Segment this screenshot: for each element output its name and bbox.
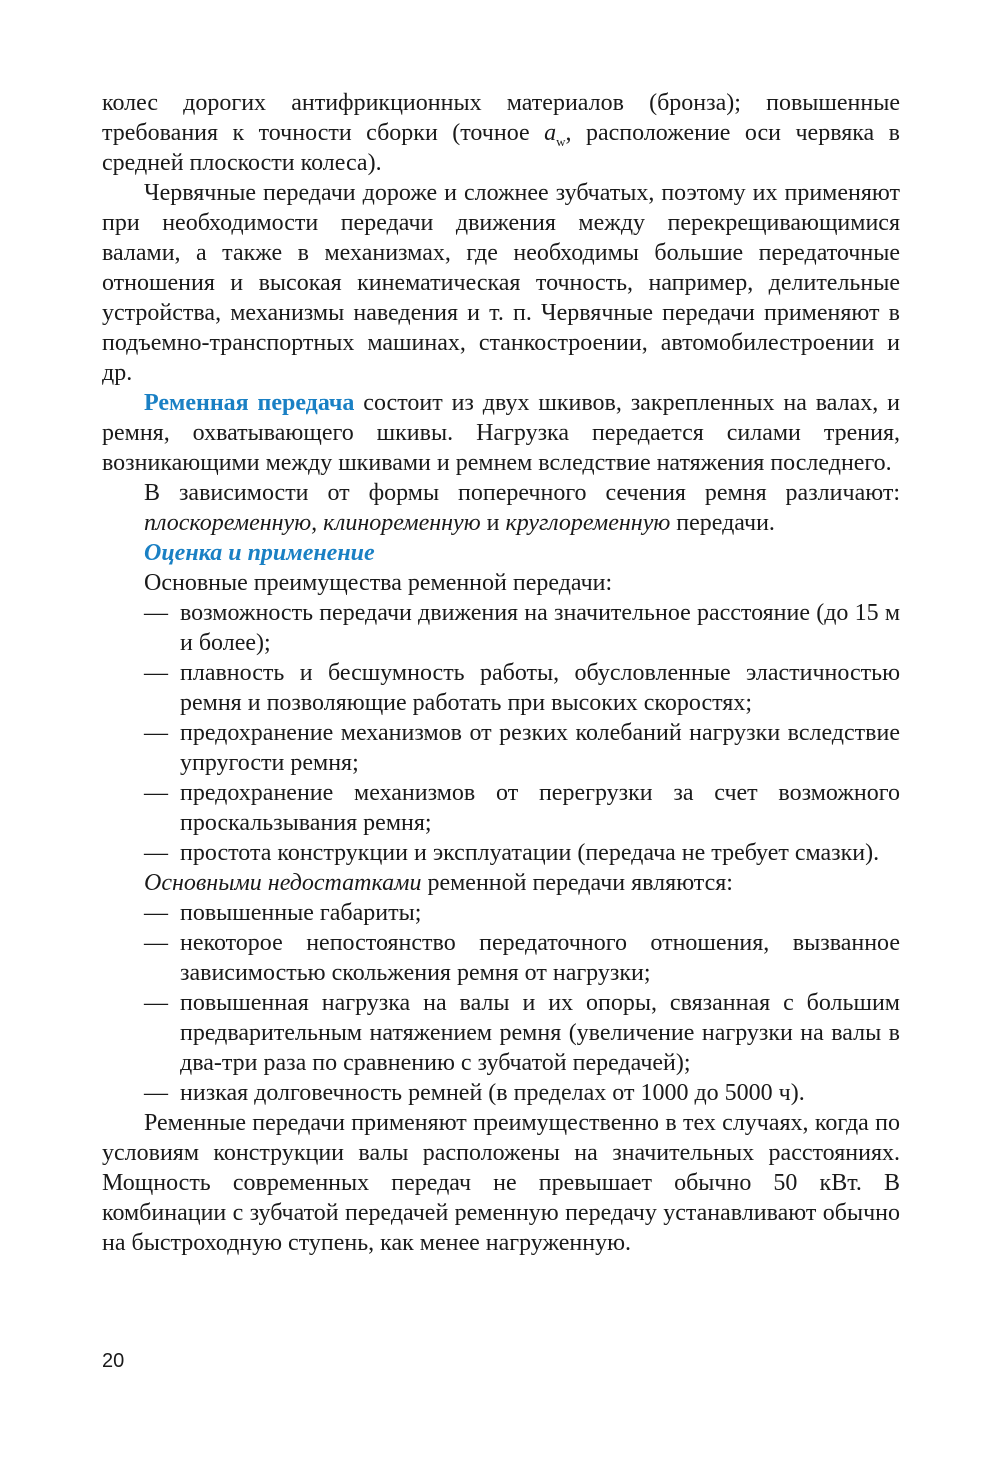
term-belt-drive: Ременная передача <box>144 390 355 416</box>
advantages-list <box>102 598 900 868</box>
list-item: — повышенные габариты; <box>180 898 900 928</box>
paragraph-2: Червячные передачи дороже и сложнее зубчатых, поэтому их применяют при необходимости передачи движения между перекрещивающимися валами, а также в механизмах, где необходимы большие передаточные отношения и высокая кинематическая точность, например, делительные устройства, механизмы наведения и т. п. Червячные передачи применяют в подъемно-транспортных машинах, станкостроении, автомобилестроении и др. <box>102 180 900 386</box>
paragraph-final: Ременные передачи применяют преимущественно в тех случаях, когда по условиям конструкции валы расположены на значительных расстояниях. Мощность современных передач не превышает обычно 50 кВт. В комбинации с зубчатой передачей ременную передачу устанавливают обычно на быстроходную ступень, как менее нагруженную. <box>102 1110 900 1256</box>
list-item: — предохранение механизмов от резких колебаний нагрузки вследствие упругости ремня; <box>180 718 900 778</box>
list-item: — простота конструкции и эксплуатации (передача не требует смазки). <box>180 838 900 868</box>
disadvantages-intro <box>102 868 900 898</box>
paragraph-3 <box>102 388 900 478</box>
paragraph-1-text-b: , расположение оси червяка в средней плоскости колеса). <box>102 120 901 176</box>
paragraph-4-tail: передачи. <box>676 510 775 536</box>
section-subheading: Оценка и применение <box>144 540 375 566</box>
belt-type-flat: плоскоременную, <box>144 510 318 536</box>
term-main-disadvantages: Основными недостатками <box>144 870 422 896</box>
list-item: — возможность передачи движения на значительное расстояние (до 15 м и более); <box>180 598 900 658</box>
paragraph-1-text-a: колес дорогих антифрикционных материалов (бронза); повышенные требования к точности сборки (точное <box>102 90 900 146</box>
list-item: — низкая долговечность ремней (в пределах от 1000 до 5000 ч). <box>180 1078 900 1108</box>
paragraph-4 <box>102 478 900 538</box>
belt-type-round: круглоременную <box>505 510 671 536</box>
page-number: 20 <box>102 1350 125 1372</box>
list-item: — плавность и бесшумность работы, обусловленные эластичностью ремня и позволяющие работать при высоких скоростях; <box>180 658 900 718</box>
list-item: — предохранение механизмов от перегрузки за счет возможного проскальзывания ремня; <box>180 778 900 838</box>
disadvantages-intro-text: ременной передачи являются: <box>421 870 733 896</box>
center-distance-subscript: w <box>556 133 566 149</box>
list-item: — повышенная нагрузка на валы и их опоры, связанная с большим предварительным натяжением ремня (увеличение нагрузки на валы в два-три раза по сравнению с зубчатой передачей); <box>180 988 900 1078</box>
advantages-intro: Основные преимущества ременной передачи: <box>144 570 613 596</box>
paragraph-4-and: и <box>486 510 500 536</box>
list-item: — некоторое непостоянство передаточного отношения, вызванное зависимостью скольжения ремня от нагрузки; <box>180 928 900 988</box>
page-text-body <box>102 88 900 1258</box>
paragraph-1 <box>102 88 900 178</box>
paragraph-4-intro: В зависимости от формы поперечного сечения ремня различают: <box>144 480 900 506</box>
disadvantages-list <box>102 898 900 1108</box>
center-distance-symbol: a <box>544 120 557 146</box>
belt-type-v: клиноременную <box>323 510 481 536</box>
paragraph-3-text: состоит из двух шкивов, закрепленных на валах, и ремня, охватывающего шкивы. Нагрузка передается силами трения, возникающими между шкивами и ремнем вследствие натяжения последнего. <box>102 390 901 476</box>
